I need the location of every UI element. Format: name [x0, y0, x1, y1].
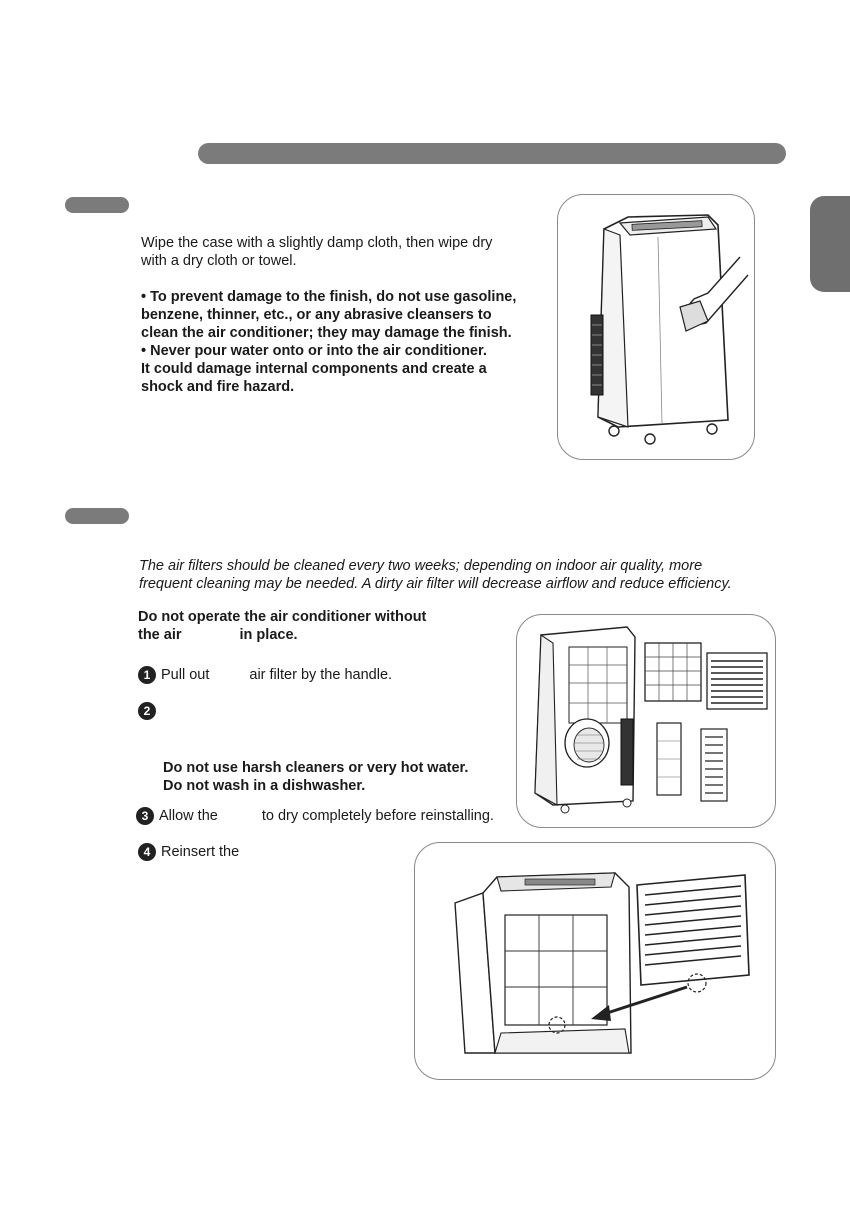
case-intro-line: Wipe the case with a slightly damp cloth, then wipe dry [141, 235, 493, 251]
air-conditioner-wipe-illustration [558, 195, 754, 459]
case-intro-line: with a dry cloth or towel. [141, 253, 297, 269]
case-warning-line: • To prevent damage to the finish, do not use gasoline, [141, 289, 517, 305]
step-warning-line: Do not wash in a dishwasher. [163, 778, 366, 794]
step-text: air filter by the handle. [249, 667, 393, 683]
step-warning-line: Do not use harsh cleaners or very hot water. [163, 760, 469, 776]
filter-notice-text: the air [138, 627, 182, 643]
filter-removal-illustration [517, 615, 775, 827]
step-2 [138, 702, 161, 720]
step-number: 4 [138, 843, 156, 861]
filter-notice-text: in place. [239, 627, 298, 643]
case-warning-line: shock and fire hazard. [141, 379, 295, 395]
case-warning-line: clean the air conditioner; they may damage the finish. [141, 325, 512, 341]
header-bar [198, 143, 786, 164]
step-4 [138, 843, 239, 861]
step-text: Pull out [161, 667, 210, 683]
step-text: Reinsert the [161, 844, 240, 860]
step-2-warnings [163, 759, 493, 795]
step-number: 1 [138, 666, 156, 684]
case-instructions [141, 234, 541, 396]
filter-reinsert-frame [414, 842, 776, 1080]
filter-notice [138, 608, 498, 644]
filter-intro [139, 557, 779, 593]
unit-wipe-frame [557, 194, 755, 460]
filter-notice-line: Do not operate the air conditioner without [138, 609, 427, 625]
filter-intro-line: frequent cleaning may be needed. A dirty air filter will decrease airflow and reduce efficiency. [139, 576, 732, 592]
case-warning-line: It could damage internal components and create a [141, 361, 487, 377]
step-number: 2 [138, 702, 156, 720]
case-warning-line: benzene, thinner, etc., or any abrasive cleansers to [141, 307, 492, 323]
filter-intro-line: The air filters should be cleaned every two weeks; depending on indoor air quality, more [139, 558, 703, 574]
filter-reinsert-illustration [415, 843, 775, 1079]
filter-notice-line [138, 626, 498, 644]
case-warning-line: • Never pour water onto or into the air conditioner. [141, 343, 487, 359]
step-number: 3 [136, 807, 154, 825]
section-marker-filter [65, 508, 129, 524]
section-marker-case [65, 197, 129, 213]
step-3 [136, 807, 494, 825]
side-tab [810, 196, 850, 292]
step-text: to dry completely before reinstalling. [261, 808, 494, 824]
filter-removal-frame [516, 614, 776, 828]
step-1 [138, 666, 392, 684]
step-text: Allow the [159, 808, 218, 824]
